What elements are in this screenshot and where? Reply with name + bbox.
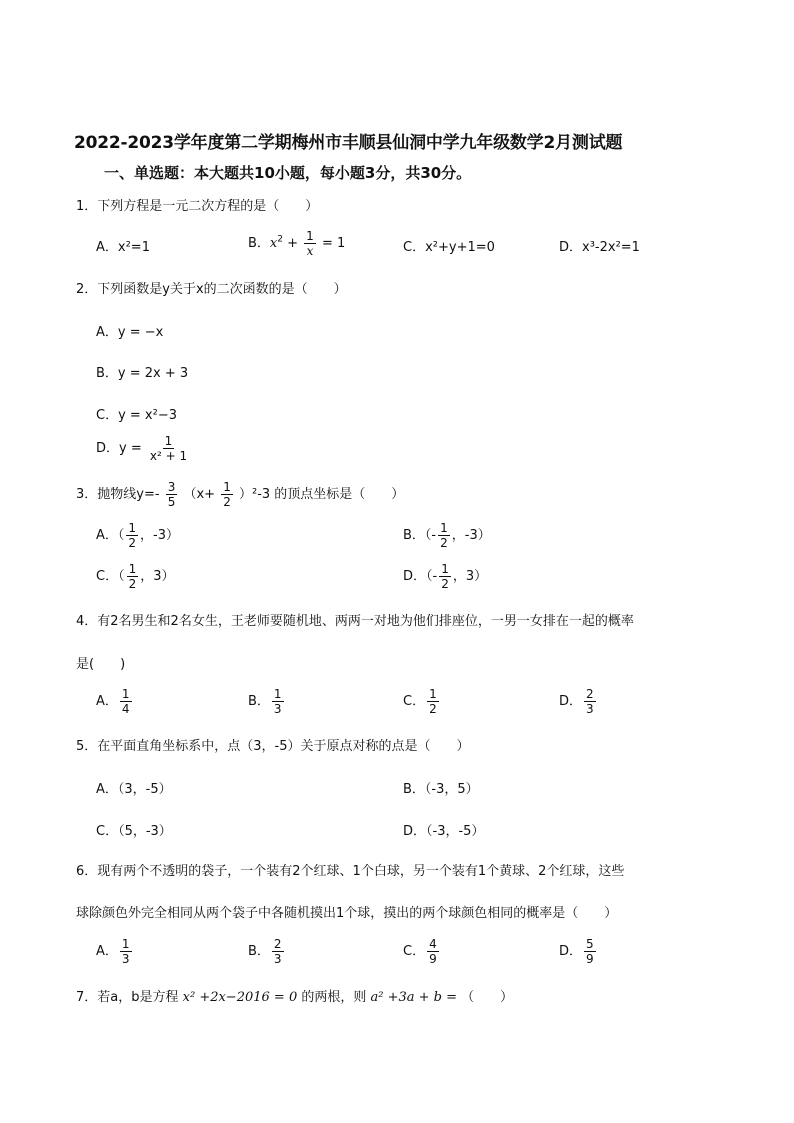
question-1-option-b: B．$x^2$ + $\frac{1}{x}$ = 1 xyxy=(248,229,346,258)
question-4-stem-line-1: 4．有2名男生和2名女生，王老师要随机地、两两一对地为他们排座位，一男一女排在一起的概率 xyxy=(76,614,634,629)
question-2-option-a: A．y = −x xyxy=(96,325,164,340)
equation: x² +2x−2016 = 0 xyxy=(182,990,298,1005)
question-2-option-c: C．y = x²−3 xyxy=(96,408,177,423)
question-6-option-c: C． $\frac{4}{9}$ xyxy=(403,937,437,966)
question-7-stem: 7．若a，b是方程 x² +2x−2016 = 0 的两根，则 a² +3a + b = （ ） xyxy=(76,990,514,1005)
question-5-option-c: C．（5，-3） xyxy=(96,824,172,839)
question-2-option-b: B．y = 2x + 3 xyxy=(96,366,189,381)
question-1-option-c: C．x²+y+1=0 xyxy=(403,240,495,255)
question-4-option-a: A． $\frac{1}{4}$ xyxy=(96,687,130,716)
question-3-option-a: A．（ $\frac{1}{2}$ ，-3） xyxy=(96,521,180,550)
question-4-option-c: C． $\frac{1}{2}$ xyxy=(403,687,437,716)
page-title: 2022-2023学年度第二学期梅州市丰顺县仙洞中学九年级数学2月测试题 xyxy=(74,133,623,153)
question-6-option-a: A． $\frac{1}{3}$ xyxy=(96,937,130,966)
question-6-stem-line-2: 球除颜色外完全相同从两个袋子中各随机摸出1个球，摸出的两个球颜色相同的概率是（ ） xyxy=(76,906,618,921)
section-heading: 一、单选题：本大题共10小题，每小题3分，共30分。 xyxy=(104,164,472,182)
question-4-option-b: B． $\frac{1}{3}$ xyxy=(248,687,282,716)
question-6-option-d: D． $\frac{5}{9}$ xyxy=(559,937,594,966)
question-4-stem-line-2: 是( ) xyxy=(76,657,126,672)
question-6-stem-line-1: 6．现有两个不透明的袋子，一个装有2个红球、1个白球，另一个装有1个黄球、2个红球，这些 xyxy=(76,864,625,879)
question-2-option-d xyxy=(96,434,191,463)
option-label: D．y = xyxy=(96,441,146,456)
question-4-option-d: D． $\frac{2}{3}$ xyxy=(559,687,594,716)
question-3-stem: 3．抛物线y=- $\frac{3}{5}$ （x+ $\frac{1}{2}$ ）²-3 的顶点坐标是（ ） xyxy=(76,480,405,509)
question-1-stem: 1．下列方程是一元二次方程的是（ ） xyxy=(76,199,319,214)
question-5-option-d: D．（-3，-5） xyxy=(403,824,485,839)
question-3-option-d: D．（- $\frac{1}{2}$ ，3） xyxy=(403,562,488,591)
question-5-stem: 5．在平面直角坐标系中，点（3，-5）关于原点对称的点是（ ） xyxy=(76,739,470,754)
question-6-option-b: B． $\frac{2}{3}$ xyxy=(248,937,282,966)
question-1-option-a: A．x²=1 xyxy=(96,240,150,255)
question-3-option-c: C．（ $\frac{1}{2}$ ，3） xyxy=(96,562,175,591)
question-3-option-b: B．（- $\frac{1}{2}$ ，-3） xyxy=(403,521,491,550)
expression: a² +3a + b = xyxy=(370,990,458,1005)
question-1-option-d: D．x³-2x²=1 xyxy=(559,240,640,255)
question-5-option-a: A．（3，-5） xyxy=(96,782,172,797)
question-5-option-b: B．（-3，5） xyxy=(403,782,479,797)
fraction: $\frac{1}{\text{x² + 1}}$ xyxy=(149,434,188,463)
fraction: $\frac{1}{x}$ xyxy=(306,229,314,258)
option-label: B． xyxy=(248,236,270,251)
question-2-stem: 2．下列函数是y关于x的二次函数的是（ ） xyxy=(76,282,347,297)
